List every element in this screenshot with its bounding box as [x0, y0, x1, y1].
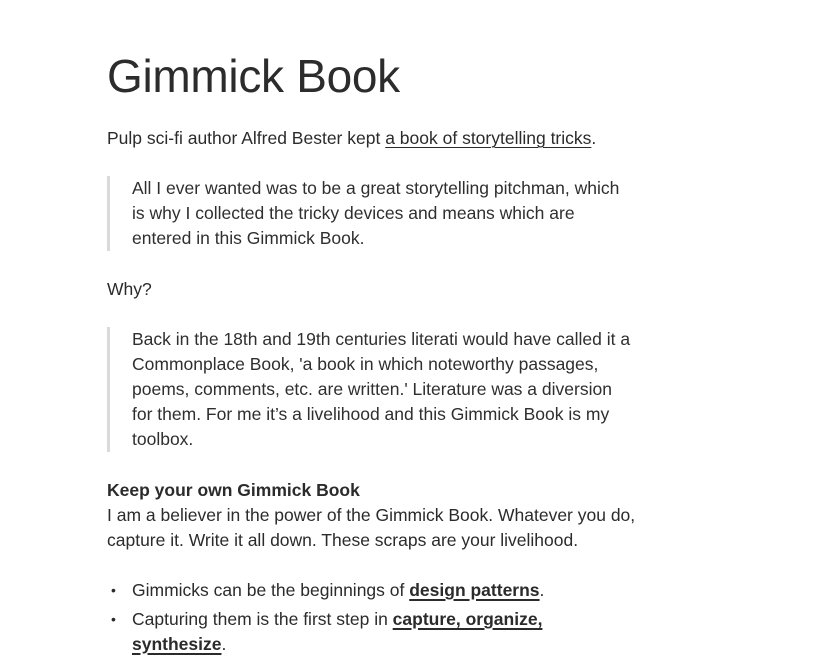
bester-quote-2 [107, 327, 630, 452]
bullet-continuation [132, 632, 544, 657]
bullet-period: . [539, 580, 545, 600]
quote-line: for them. For me it’s a livelihood and this Gimmick Book is my [132, 404, 610, 424]
bullet-text: Capturing them is the first step in [132, 609, 393, 629]
bester-quote-1 [107, 176, 619, 251]
section-line: I am a believer in the power of the Gimmick Book. Whatever you do, [107, 505, 636, 525]
intro-paragraph [107, 126, 596, 151]
quote-line: poems, comments, etc. are written.' Literature was a diversion [132, 379, 612, 399]
keep-gimmick-book-section [107, 478, 635, 553]
intro-period: . [591, 128, 597, 148]
quote-line: Back in the 18th and 19th centuries literati would have called it a [132, 329, 631, 349]
why-paragraph: Why? [107, 279, 152, 299]
quote-line: Commonplace Book, 'a book in which noteworthy passages, [132, 354, 599, 374]
quote-line: is why I collected the tricky devices and means which are [132, 203, 575, 223]
quote-line: toolbox. [132, 429, 194, 449]
list-item [107, 607, 544, 657]
bullet-text: Gimmicks can be the beginnings of [132, 580, 410, 600]
bullet-icon: • [111, 582, 116, 598]
section-heading: Keep your own Gimmick Book [107, 480, 360, 500]
storytelling-tricks-link[interactable]: a book of storytelling tricks [385, 128, 592, 148]
page-title: Gimmick Book [107, 50, 400, 102]
capture-organize-synthesize-link-cont[interactable]: synthesize [132, 634, 222, 654]
intro-text: Pulp sci-fi author Alfred Bester kept [107, 128, 386, 148]
bullet-period: . [221, 634, 227, 654]
quote-line: entered in this Gimmick Book. [132, 228, 365, 248]
section-line: capture it. Write it all down. These scraps are your livelihood. [107, 530, 579, 550]
design-patterns-link[interactable]: design patterns [409, 580, 540, 600]
list-item [107, 578, 544, 603]
quote-line: All I ever wanted was to be a great storytelling pitchman, which [132, 178, 620, 198]
bullet-icon: • [111, 611, 116, 627]
bullet-list [107, 578, 544, 661]
capture-organize-synthesize-link[interactable]: capture, organize, [392, 609, 543, 629]
